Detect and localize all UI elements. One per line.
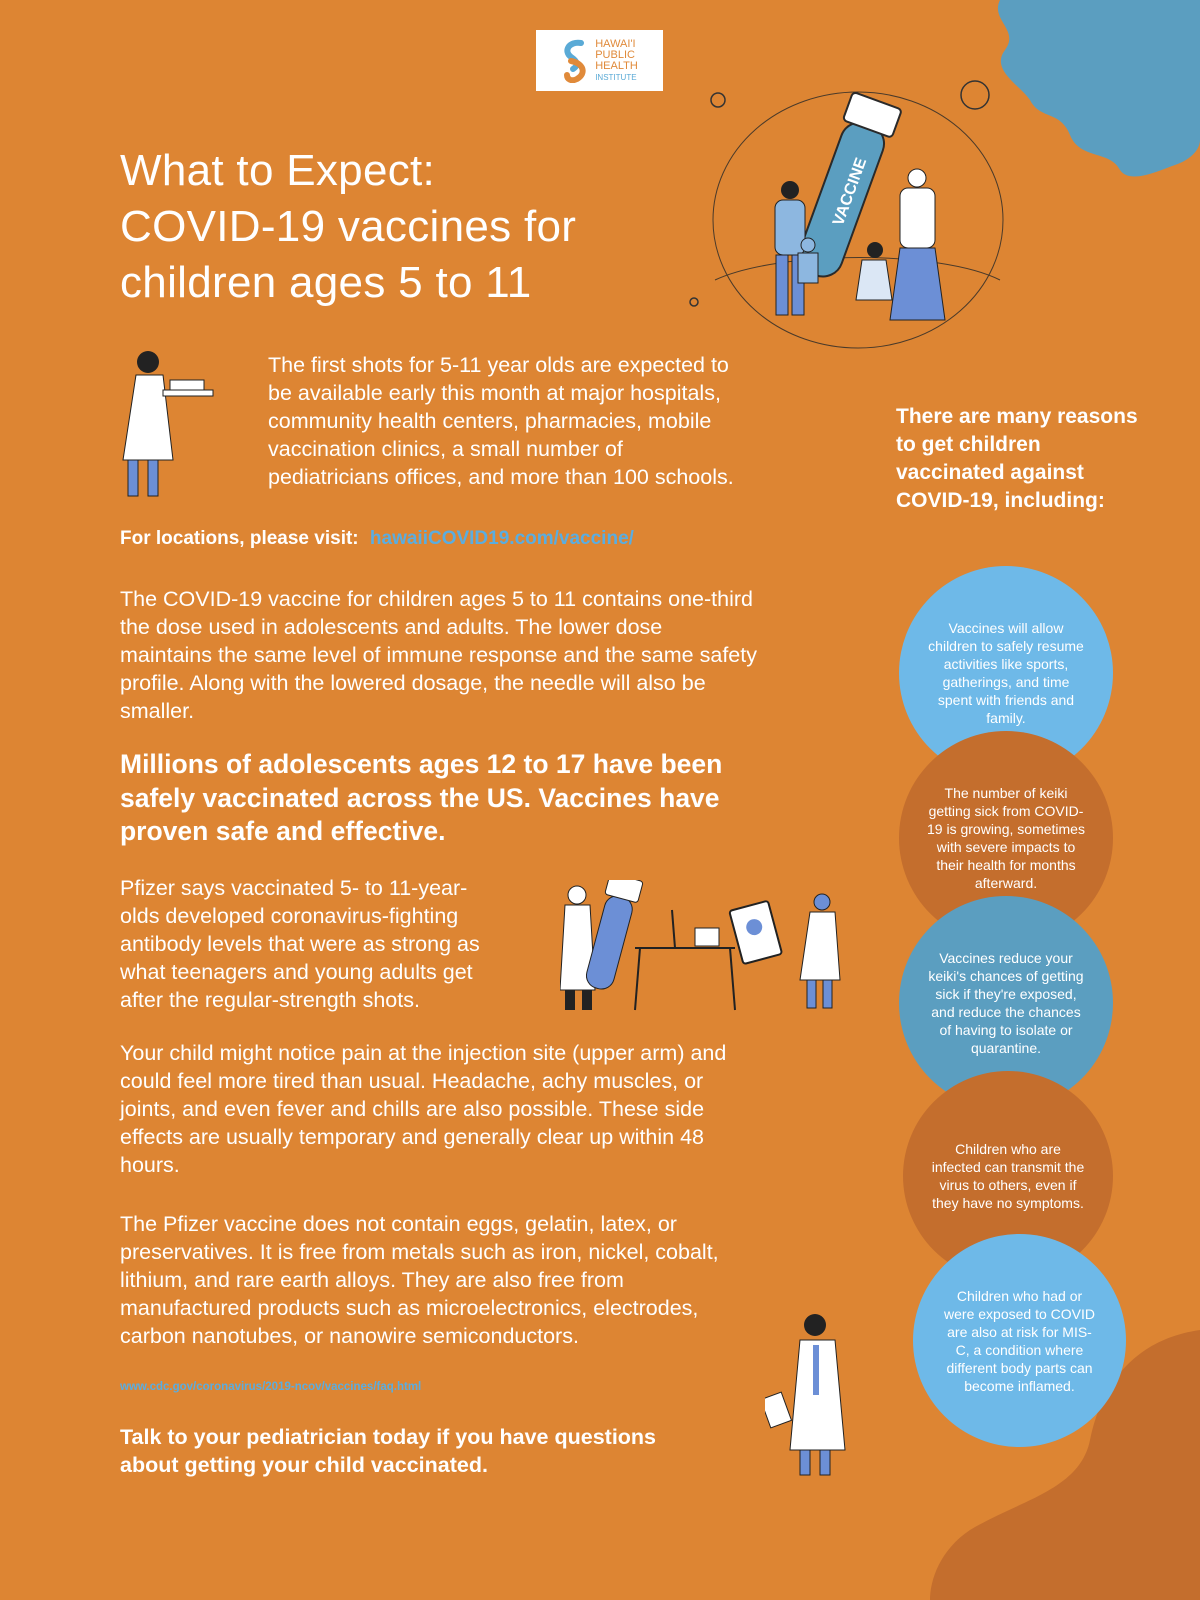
logo-swirl-icon <box>561 39 591 83</box>
logo-line: HEALTH <box>595 59 638 72</box>
hphi-logo <box>536 30 663 91</box>
virus-icon <box>690 298 698 306</box>
corner-gear-shape <box>990 0 1200 180</box>
reason-circle: Vaccines will allow children to safely resume activities like sports, gatherings, and time spent with friends and family. <box>899 566 1113 780</box>
side-effects-paragraph: Your child might notice pain at the injection site (upper arm) and could feel more tired than usual. Headache, achy muscles, or joints, and even fever and chills are also possible. These side effects are usually temporary and generally clear up within 48 hours. <box>120 1041 727 1177</box>
source-link[interactable]: www.cdc.gov/coronavirus/2019-ncov/vaccines/faq.html <box>120 1381 422 1393</box>
virus-icon <box>961 81 989 109</box>
logo-line: HAWAI'I <box>595 37 636 50</box>
title-line: children ages 5 to 11 <box>120 258 532 307</box>
reason-circle: The number of keiki getting sick from COVID-19 is growing, sometimes with severe impacts to their health for months afterward. <box>899 731 1113 945</box>
reason-circle: Children who are infected can transmit the virus to others, even if they have no symptoms. <box>903 1071 1113 1281</box>
logo-line: PUBLIC <box>595 48 635 61</box>
locations-label: For locations, please visit: <box>120 528 359 549</box>
title-line: What to Expect: <box>120 146 436 195</box>
millions-heading: Millions of adolescents ages 12 to 17 have been safely vaccinated across the US. Vaccines have proven safe and effective. <box>120 749 723 846</box>
intro-paragraph: The first shots for 5-11 year olds are expected to be available early this month at major hospitals, community health centers, pharmacies, mobile vaccination clinics, a small number of pediatricians offices, and more than 100 schools. <box>268 353 734 489</box>
locations-link[interactable]: hawaiiCOVID19.com/vaccine/ <box>369 528 634 549</box>
virus-icon <box>711 93 725 107</box>
logo-text <box>595 39 638 83</box>
vaccine-label: VACCINE <box>830 155 871 229</box>
reason-circle: Vaccines reduce your keiki's chances of getting sick if they're exposed, and reduce the chances of having to isolate or quarantine. <box>899 896 1113 1110</box>
lab-scientists-illustration <box>560 880 850 1015</box>
ingredients-paragraph: The Pfizer vaccine does not contain eggs, gelatin, latex, or preservatives. It is free from metals such as iron, nickel, cobalt, lithium, and rare earth alloys. They are also free from manufactured products such as microelectronics, electrodes, carbon nanotubes, or nanowire semiconductors. <box>120 1212 719 1348</box>
family-vaccine-illustration <box>680 70 1010 360</box>
reason-circle: Children who had or were exposed to COVID are also at risk for MIS-C, a condition where different body parts can become inflamed. <box>913 1234 1126 1447</box>
locations-line <box>120 528 634 550</box>
logo-line: INSTITUTE <box>595 72 637 82</box>
call-to-action: Talk to your pediatrician today if you have questions about getting your child vaccinated. <box>120 1425 657 1477</box>
dose-paragraph: The COVID-19 vaccine for children ages 5 to 11 contains one-third the dose used in adolescents and adults. The lower dose maintains the same level of immune response and the same safety profile. Along with the lowered dosage, the needle will also be smaller. <box>120 587 757 723</box>
doctor-clipboard-illustration <box>765 1310 855 1480</box>
page-title <box>120 143 680 311</box>
title-line: COVID-19 vaccines for <box>120 202 577 251</box>
reasons-heading: There are many reasons to get children vaccinated against COVID-19, including: <box>896 405 1138 512</box>
nurse-with-tray-illustration <box>118 350 218 502</box>
pfizer-study-paragraph: Pfizer says vaccinated 5- to 11-year-olds developed coronavirus-fighting antibody levels that were as strong as what teenagers and young adults get after the regular-strength shots. <box>120 876 480 1012</box>
